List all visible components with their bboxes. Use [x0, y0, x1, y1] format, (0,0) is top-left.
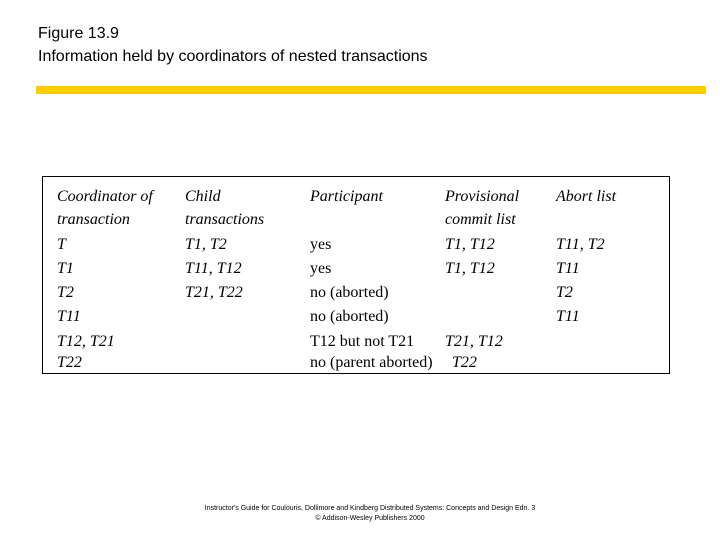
row-5-coordinator: T12, T21	[57, 333, 115, 350]
figure-caption: Information held by coordinators of nested transactions	[38, 48, 428, 65]
row-2-provisional: T1, T12	[445, 260, 495, 277]
footer-copyright: © Addison-Wesley Publishers 2000	[315, 515, 425, 522]
row-5-provisional: T21, T12	[445, 333, 503, 350]
header-coordinator-line1: Coordinator of	[57, 188, 153, 205]
header-coordinator-line2: transaction	[57, 211, 130, 228]
header-child-line2: transactions	[185, 211, 265, 228]
row-4-coordinator: T11	[57, 308, 81, 325]
header-abort-list: Abort list	[556, 188, 617, 205]
row-1-coordinator: T	[57, 236, 66, 253]
header-child-line1: Child	[185, 188, 221, 205]
row-3-coordinator: T2	[57, 284, 74, 301]
header-provisional-line1: Provisional	[445, 188, 520, 205]
row-3-abort: T2	[556, 284, 573, 301]
header-provisional-line2: commit list	[445, 211, 516, 228]
row-6-coordinator: T22	[57, 354, 82, 371]
footer-credit: Instructor's Guide for Coulouris, Dollimore and Kindberg Distributed Systems: Concepts and Design Edn. 3	[204, 505, 536, 512]
row-6-provisional: T22	[452, 354, 477, 371]
row-1-abort: T11, T2	[556, 236, 605, 253]
row-1-children: T1, T2	[185, 236, 227, 253]
figure-number: Figure 13.9	[38, 25, 119, 42]
row-1-participant: yes	[310, 236, 332, 253]
row-3-participant: no (aborted)	[310, 284, 389, 301]
row-4-abort: T11	[556, 308, 580, 325]
accent-bar	[36, 86, 706, 94]
row-2-abort: T11	[556, 260, 580, 277]
row-2-children: T11, T12	[185, 260, 242, 277]
header-participant: Participant	[310, 188, 383, 205]
row-4-participant: no (aborted)	[310, 308, 389, 325]
row-2-participant: yes	[310, 260, 332, 277]
row-1-provisional: T1, T12	[445, 236, 495, 253]
row-5-participant: T12 but not T21	[310, 333, 415, 350]
row-6-participant: no (parent aborted)	[310, 354, 433, 371]
row-3-children: T21, T22	[185, 284, 243, 301]
row-2-coordinator: T1	[57, 260, 74, 277]
